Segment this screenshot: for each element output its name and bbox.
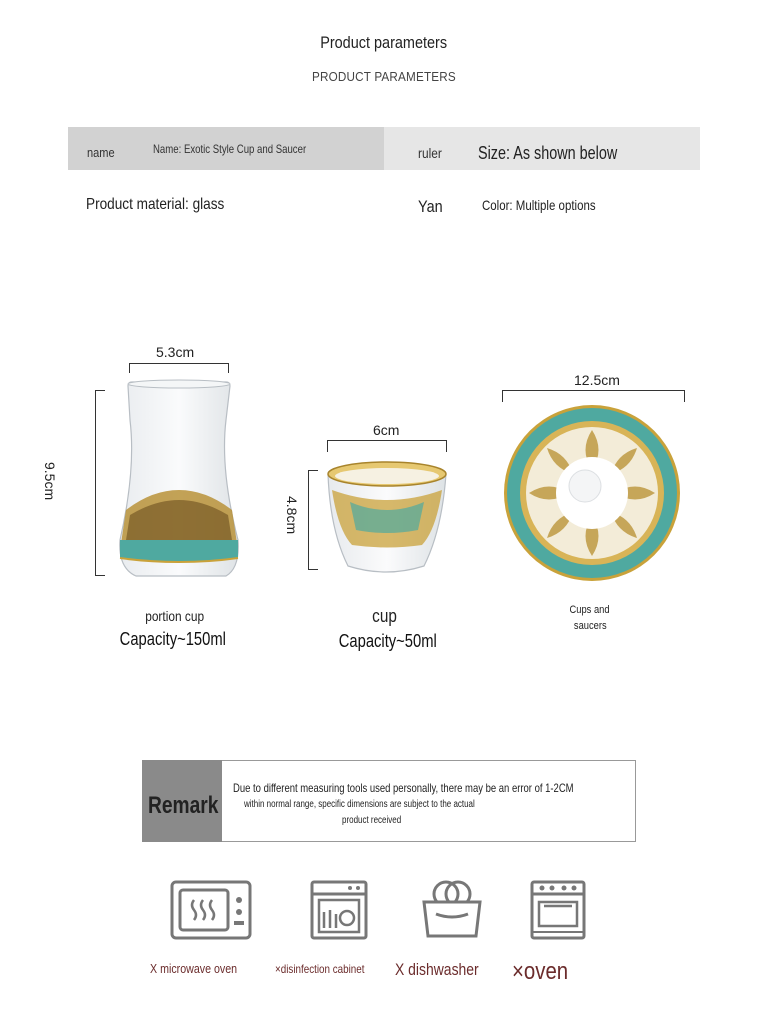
oven-icon (530, 880, 586, 940)
portion-cup-width-label: 5.3cm (156, 344, 195, 360)
remark-line-1: Due to different measuring tools used personally, there may be an error of 1-2CM (233, 781, 574, 795)
portion-cup-label: portion cup (145, 608, 205, 624)
saucer-image (495, 380, 695, 590)
dishwasher-icon (420, 880, 484, 940)
param-name-key: name (87, 145, 115, 160)
cup-figure (290, 420, 470, 580)
saucer-label: Cups and saucers (569, 604, 611, 632)
param-color: Color: Multiple options (482, 197, 596, 213)
no-disinfection-cabinet-label: ×disinfection cabinet (275, 962, 365, 976)
saucer-figure (495, 380, 695, 590)
param-yan: Yan (418, 197, 443, 216)
cup-image (290, 420, 470, 580)
portion-cup-height-label: 9.5cm (42, 462, 58, 501)
param-ruler-key: ruler (418, 145, 442, 161)
remark-line-3: product received (342, 815, 402, 826)
portion-cup-image (60, 340, 260, 590)
param-name-value: Name: Exotic Style Cup and Saucer (153, 142, 307, 156)
cup-height-label: 4.8cm (284, 496, 300, 535)
portion-cup-figure (60, 340, 260, 590)
saucer-width-label: 12.5cm (574, 372, 620, 388)
cup-width-label: 6cm (373, 422, 400, 438)
page-subtitle: PRODUCT PARAMETERS (312, 69, 456, 84)
no-oven-label: ×oven (512, 958, 569, 985)
remark-label: Remark (148, 792, 219, 819)
param-ruler-value: Size: As shown below (478, 143, 618, 163)
disinfection-cabinet-icon (310, 880, 368, 940)
cup-label: cup (372, 606, 398, 626)
portion-cup-capacity: Capacity~150ml (119, 629, 227, 649)
cup-capacity: Capacity~50ml (338, 631, 438, 651)
microwave-icon (170, 880, 252, 940)
page-title: Product parameters (320, 33, 448, 52)
no-microwave-label: X microwave oven (150, 961, 238, 976)
param-material: Product material: glass (86, 196, 225, 213)
remark-line-2: within normal range, specific dimensions are subject to the actual (244, 799, 475, 810)
no-dishwasher-label: X dishwasher (395, 960, 479, 979)
